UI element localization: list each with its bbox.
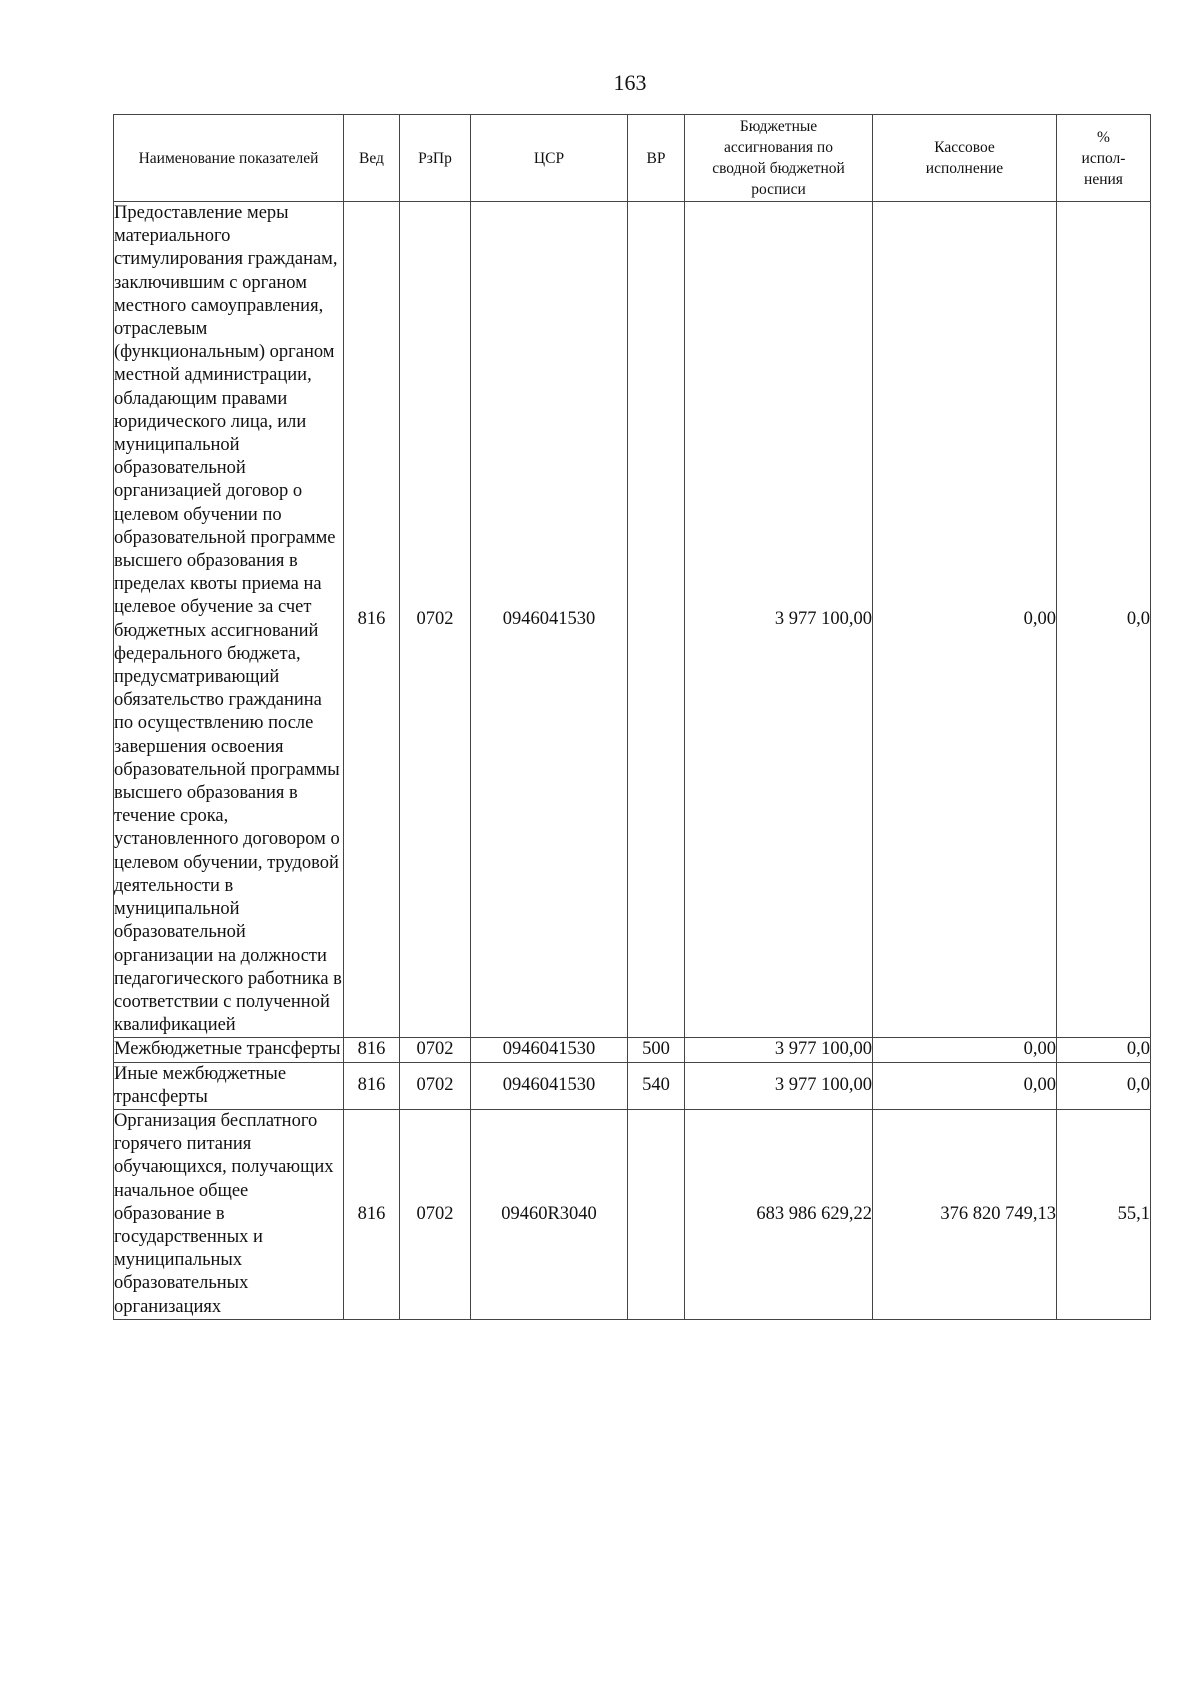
budget-execution-table [113,114,1151,1320]
row-name: Межбюджетные трансферты [114,1038,344,1062]
row-cash: 376 820 749,13 [873,1109,1057,1319]
table-row [114,202,1151,1038]
header-percent: % испол-нения [1057,115,1151,202]
table-header-row [114,115,1151,202]
header-csr: ЦСР [471,115,628,202]
row-percent: 55,1 [1057,1109,1151,1319]
row-csr: 0946041530 [471,1062,628,1109]
row-rzpr: 0702 [400,1109,471,1319]
row-budget: 3 977 100,00 [685,202,873,1038]
row-cash: 0,00 [873,1038,1057,1062]
row-vr: 540 [628,1062,685,1109]
row-csr: 0946041530 [471,202,628,1038]
row-rzpr: 0702 [400,1038,471,1062]
row-percent: 0,0 [1057,1062,1151,1109]
row-rzpr: 0702 [400,202,471,1038]
row-vr [628,202,685,1038]
header-cash: Кассовое исполнение [873,115,1057,202]
table-row [114,1062,1151,1109]
row-ved: 816 [344,1062,400,1109]
row-percent: 0,0 [1057,202,1151,1038]
row-percent: 0,0 [1057,1038,1151,1062]
row-rzpr: 0702 [400,1062,471,1109]
row-cash: 0,00 [873,1062,1057,1109]
row-cash: 0,00 [873,202,1057,1038]
row-ved: 816 [344,1109,400,1319]
header-ved: Вед [344,115,400,202]
row-vr [628,1109,685,1319]
header-name: Наименование показателей [114,115,344,202]
row-budget: 683 986 629,22 [685,1109,873,1319]
row-ved: 816 [344,1038,400,1062]
row-name: Предоставление меры материального стимулирования гражданам, заключившим с органом местного самоуправления, отраслевым (функциональным) органом местной администрации, обладающим правами юридического лица, или муниципальной образовательной организацией договор о целевом обучении по образовательной программе высшего образования в пределах квоты приема на целевое обучение за счет бюджетных ассигнований федерального бюджета, предусматривающий обязательство гражданина по осуществлению после завершения освоения образовательной программы высшего образования в течение срока, установленного договором о целевом обучении, трудовой деятельности в муниципальной образовательной организации на должности педагогического работника в соответствии с полученной квалификацией [114,202,344,1038]
row-ved: 816 [344,202,400,1038]
row-csr: 09460R3040 [471,1109,628,1319]
row-name: Организация бесплатного горячего питания обучающихся, получающих начальное общее образование в государственных и муниципальных образовательных организациях [114,1109,344,1319]
row-budget: 3 977 100,00 [685,1062,873,1109]
row-name: Иные межбюджетные трансферты [114,1062,344,1109]
row-budget: 3 977 100,00 [685,1038,873,1062]
page-number: 163 [613,70,647,95]
table-row [114,1109,1151,1319]
header-rzpr: РзПр [400,115,471,202]
row-vr: 500 [628,1038,685,1062]
table-row [114,1038,1151,1062]
header-vr: ВР [628,115,685,202]
row-csr: 0946041530 [471,1038,628,1062]
header-budget: Бюджетные ассигнования по сводной бюджетной росписи [685,115,873,202]
